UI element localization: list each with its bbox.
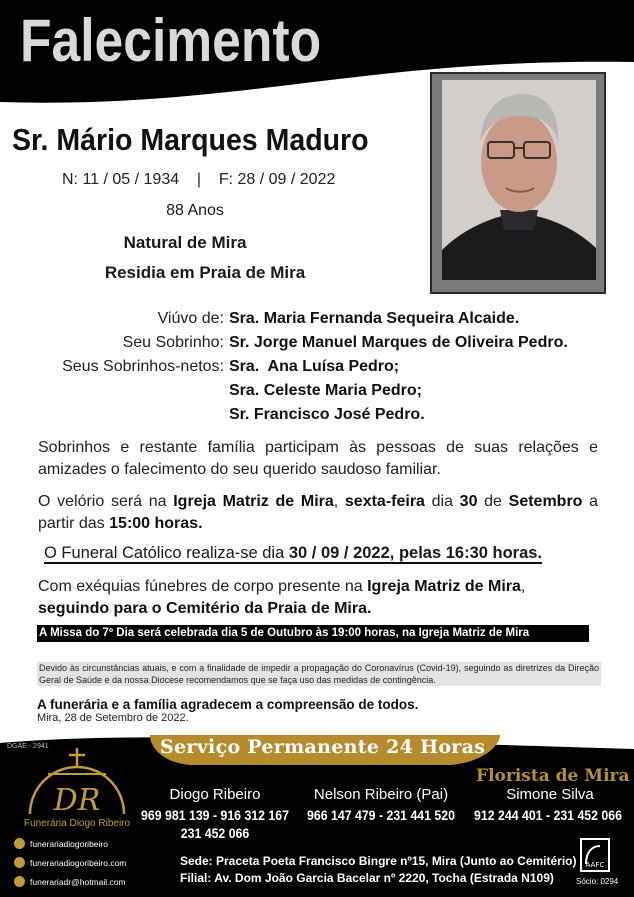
email-icon [14, 876, 25, 887]
social-facebook[interactable] [14, 838, 108, 849]
velorio-day: sexta-feira [344, 493, 425, 510]
contact-phone: 966 147 479 - 231 441 520 [307, 807, 455, 823]
exequias-text: Com exéquias fúnebres de corpo presente na [38, 578, 368, 595]
page-title: Falecimento [20, 7, 322, 74]
velorio-month: Setembro [508, 493, 583, 510]
social-text: funerariadiogoribeiro [30, 838, 108, 849]
velorio-date: 30 [459, 493, 478, 510]
velorio-church: Igreja Matriz de Mira [173, 493, 334, 510]
funeral-datetime: 30 / 09 / 2022, pelas 16:30 horas. [288, 544, 543, 562]
exequias-cemetery: seguindo para o Cemitério da Praia de Mira. [38, 600, 372, 617]
instagram-icon [14, 857, 25, 868]
velorio-text: a partir das [38, 493, 599, 532]
contact-phone: 969 981 139 - 916 312 167 [141, 807, 289, 823]
aafc-text: AAFC [585, 861, 605, 869]
filial-address: Filial: Av. Dom João Garcia Bacelar nº 2220, Tocha (Estrada N109) [180, 871, 554, 885]
contact-name: Diogo Ribeiro [169, 786, 261, 803]
relative-name: Sr. Jorge Manuel Marques de Oliveira Pedro. [229, 334, 568, 351]
velorio-text: , [333, 493, 345, 510]
florista-label: Florista de Mira [476, 766, 630, 786]
velorio-text: de [477, 493, 509, 510]
funeral-text: O Funeral Católico realiza-se dia [44, 544, 289, 562]
contact-name: Simone Silva [506, 786, 594, 803]
exequias-text: , [520, 578, 526, 595]
velorio-text: dia [424, 493, 460, 510]
service-banner: Serviço Permanente 24 Horas [160, 736, 486, 758]
sede-address: Sede: Praceta Poeta Francisco Bingre nº15, Mira (Junto ao Cemitério) [180, 854, 577, 868]
social-website[interactable] [14, 857, 126, 868]
social-text: funerariadr@hotmail.com [30, 876, 126, 887]
portrait-photo [442, 80, 596, 280]
relative-name: Sr. Francisco José Pedro. [229, 406, 425, 423]
relative-label: Seus Sobrinhos-netos: [62, 358, 224, 375]
age: 88 Anos [166, 202, 224, 219]
logo-letters: DR [53, 783, 101, 818]
addresses [180, 853, 577, 887]
velorio-time: 15:00 horas. [109, 515, 203, 532]
natural-de: Natural de Mira [123, 233, 247, 252]
socio-number: Sócio: 0294 [576, 877, 619, 886]
covid-notice: Devido às circunstâncias atuais, e com a finalidade de impedir a propagação do Coronavírus (Covid-19), seguindo as diretrizes da Direção Geral de Saúde e da nossa Diocese recomendamos que se faça uso das medidas de contingência. [39, 663, 599, 685]
exequias-paragraph [38, 576, 598, 620]
velorio-text: O velório será na [38, 493, 174, 510]
thanks-line: A funerária e a família agradecem a compreensão de todos. [37, 697, 419, 712]
relative-name: Sra. Celeste Maria Pedro; [229, 382, 422, 399]
velorio-paragraph [38, 491, 598, 535]
social-email[interactable] [14, 876, 126, 887]
relative-name: Sra. Maria Fernanda Sequeira Alcaide. [229, 310, 520, 327]
social-text: funerariadiogoribeiro.com [30, 857, 127, 868]
funeral-line [38, 544, 598, 563]
exequias-church: Igreja Matriz de Mira [367, 578, 521, 595]
announcement-paragraph: Sobrinhos e restante família participam às pessoas de suas relações e amizades o falecimento do seu querido saudoso familiar. [38, 439, 598, 478]
relative-name: Sra. Ana Luísa Pedro; [229, 358, 400, 375]
facebook-icon [14, 838, 25, 849]
contact-phone: 912 244 401 - 231 452 066 [474, 807, 622, 823]
dr-logo-icon [18, 744, 136, 844]
deceased-name: Sr. Mário Marques Maduro [12, 122, 369, 157]
contact-name: Nelson Ribeiro (Pai) [313, 786, 449, 803]
residia-em: Residia em Praia de Mira [104, 263, 306, 282]
missa-notice: A Missa do 7º Dia será celebrada dia 5 de Outubro às 19:00 horas, na Igreja Matriz de Mira [37, 625, 589, 642]
logo-name: Funerária Diogo Ribeiro [23, 818, 131, 829]
relative-label: Seu Sobrinho: [122, 334, 224, 351]
place-date: Mira, 28 de Setembro de 2022. [37, 712, 189, 724]
dgae-code: DGAE - 2941 [7, 743, 49, 750]
aafc-logo-icon [580, 838, 610, 872]
relative-label: Viúvo de: [157, 310, 224, 327]
contact-phone: 231 452 066 [180, 825, 250, 841]
birth-death-dates: N: 11 / 05 / 1934 | F: 28 / 09 / 2022 [62, 171, 336, 188]
